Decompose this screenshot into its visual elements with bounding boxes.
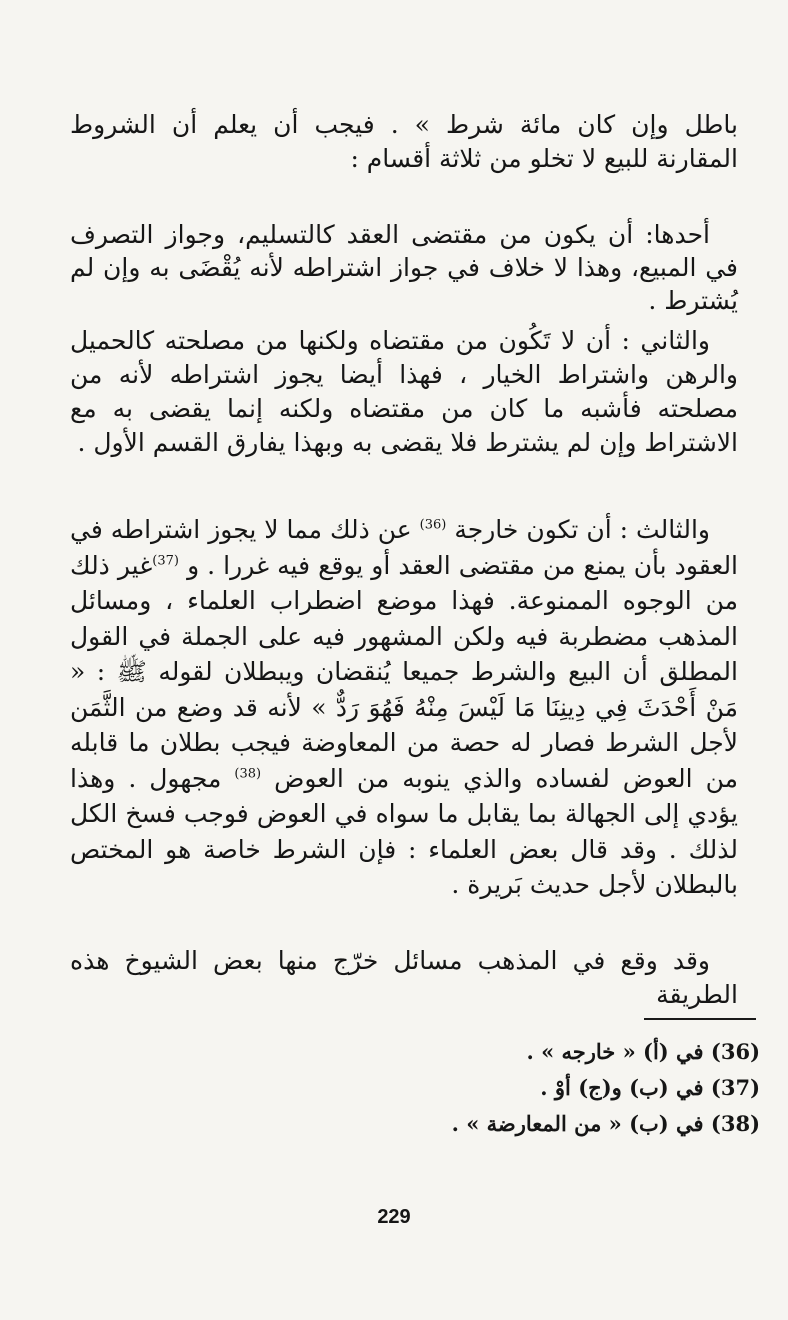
paragraph-closing: وقد وقع في المذهب مسائل خرّج منها بعض الشيوخ هذه الطريقة <box>70 946 738 1009</box>
footnote-item: (37) في (ب) و(ج) أوْ . <box>540 1075 760 1100</box>
paragraph-text: عن ذلك مما لا يجوز اشتراطه في العقود بأن يمنع من مقتضى العقد أو يوقع فيه غررا . و <box>70 515 739 580</box>
paragraph-text: والثالث : أن تكون خارجة <box>454 515 710 544</box>
paragraph-first-category: أحدها: أن يكون من مقتضى العقد كالتسليم، وجواز التصرف في المبيع، وهذا لا خلاف في جواز اشتراطه لأنه يُقْضَى به وإن لم يُشترط . <box>70 220 738 315</box>
page-number: 229 <box>377 1206 411 1228</box>
paragraph-third-category <box>70 512 738 903</box>
footnote-ref-36: (36) <box>419 517 447 533</box>
paragraph-continuation: باطل وإن كان مائة شرط » . فيجب أن يعلم أن الشروط المقارنة للبيع لا تخلو من ثلاثة أقسام : <box>70 110 738 173</box>
footnote-item: (36) في (أ) « خارجه » . <box>526 1039 760 1064</box>
footnote-divider <box>644 1018 756 1020</box>
paragraph-second-category: والثاني : أن لا تَكُون من مقتضاه ولكنها من مصلحته كالحميل والرهن واشتراط الخيار ، فهذا أيضا يجوز اشتراطه لأنه من مصلحته فأشبه ما كان من مقتضاه ولكنه إنما يقضى به مع الاشتراط وإن لم يشترط فلا يقضى به وبهذا يفارق القسم الأول . <box>70 326 738 457</box>
footnote-ref-37: (37) <box>152 553 179 569</box>
paragraph-text: مجهول . وهذا يؤدي إلى الجهالة بما يقابل ما سواه في العوض فوجب فسخ الكل لذلك . وقد قال بعض العلماء : فإن الشرط خاصة هو المختص بالبطلان لأجل حديث بَريرة . <box>70 763 738 899</box>
footnotes-list <box>300 1034 760 1142</box>
footnote-ref-38: (38) <box>234 766 262 782</box>
paragraph-text: غير ذلك من الوجوه الممنوعة. فهذا موضع اضطراب العلماء ، ومسائل المذهب مضطربة فيه ولكن المشهور فيه على الجملة في القول المطلق أن البيع والشرط جميعا يُنقضان ويبطلان لقوله ﷺ : « مَنْ أَحْدَثَ فِي دِينِنَا مَا لَيْسَ مِنْهُ فَهُوَ رَدٌّ » لأنه قد وضع من الثَّمَن لأجل الشرط فصار له حصة من المعاوضة فيجب بطلان ما قابله من العوض لفساده والذي ينوبه من العوض <box>70 550 738 793</box>
footnote-item: (38) في (ب) « من المعارضة » . <box>451 1111 760 1136</box>
